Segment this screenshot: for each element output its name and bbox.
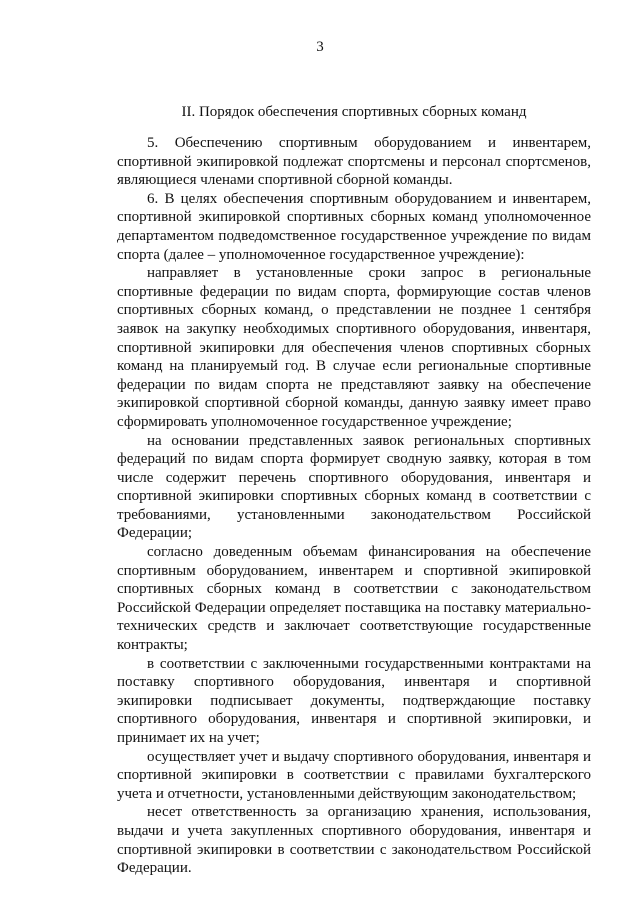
section-title: II. Порядок обеспечения спортивных сборных команд	[181, 104, 527, 120]
paragraph-delivery-acceptance: в соответствии с заключенными государственными контрактами на поставку спортивного оборудования, инвентаря и спортивной экипировки подписывает документы, подтверждающие поставку спортивного оборудования, инвентаря и спортивной экипировки, и принимает их на учет;	[117, 655, 591, 746]
paragraph-supplier-selection: согласно доведенным объемам финансирования на обеспечение спортивным оборудованием, инвентарем и спортивной экипировкой спортивных сборных команд в соответствии с законодательством Российской Федерации определяет поставщика на поставку материально-технических средств и заключает соответствующие государственные контракты;	[117, 544, 591, 654]
paragraph-accounting-issuance: осуществляет учет и выдачу спортивного оборудования, инвентаря и спортивной экипировки в соответствии с правилами бухгалтерского учета и отчетности, установленными действующим законодательством;	[117, 748, 591, 802]
paragraph-consolidated-request: на основании представленных заявок региональных спортивных федераций по видам спорта формирует сводную заявку, которая в том числе содержит перечень спортивного оборудования, инвентаря и спортивной экипировки спортивных сборных команд в соответствии с требованиями, установленными законодательством Российской Федерации;	[117, 432, 591, 542]
paragraph-5-equipment-recipients: 5. Обеспечению спортивным оборудованием и инвентарем, спортивной экипировкой подлежат спортсмены и персонал спортсменов, являющиеся членами спортивной сборной команды.	[117, 135, 591, 189]
paragraph-6-authorized-institution: 6. В целях обеспечения спортивным оборудованием и инвентарем, спортивной экипировкой спортивных сборных команд уполномоченное департаментом подведомственное государственное учреждение по видам спорта (далее – уполномоченное государственное учреждение):	[117, 190, 591, 263]
paragraph-request-federations: направляет в установленные сроки запрос в региональные спортивные федерации по видам спорта, формирующие состав членов спортивных сборных команд, о представлении не позднее 1 сентября заявок на закупку необходимых спортивного оборудования, инвентаря, спортивной экипировки для обеспечения членов спортивных сборных команд на планируемый год. В случае если региональные спортивные федерации по видам спорта не представляют заявку на обеспечение экипировкой спортивной сборной команды, данную заявку имеет право сформировать уполномоченное государственное учреждение;	[117, 265, 591, 430]
page-number: 3	[316, 39, 324, 55]
paragraph-storage-responsibility: несет ответственность за организацию хранения, использования, выдачи и учета закупленных спортивного оборудования, инвентаря и спортивной экипировки в соответствии с законодательством Российской Федерации.	[117, 804, 591, 877]
document-body	[117, 134, 591, 878]
